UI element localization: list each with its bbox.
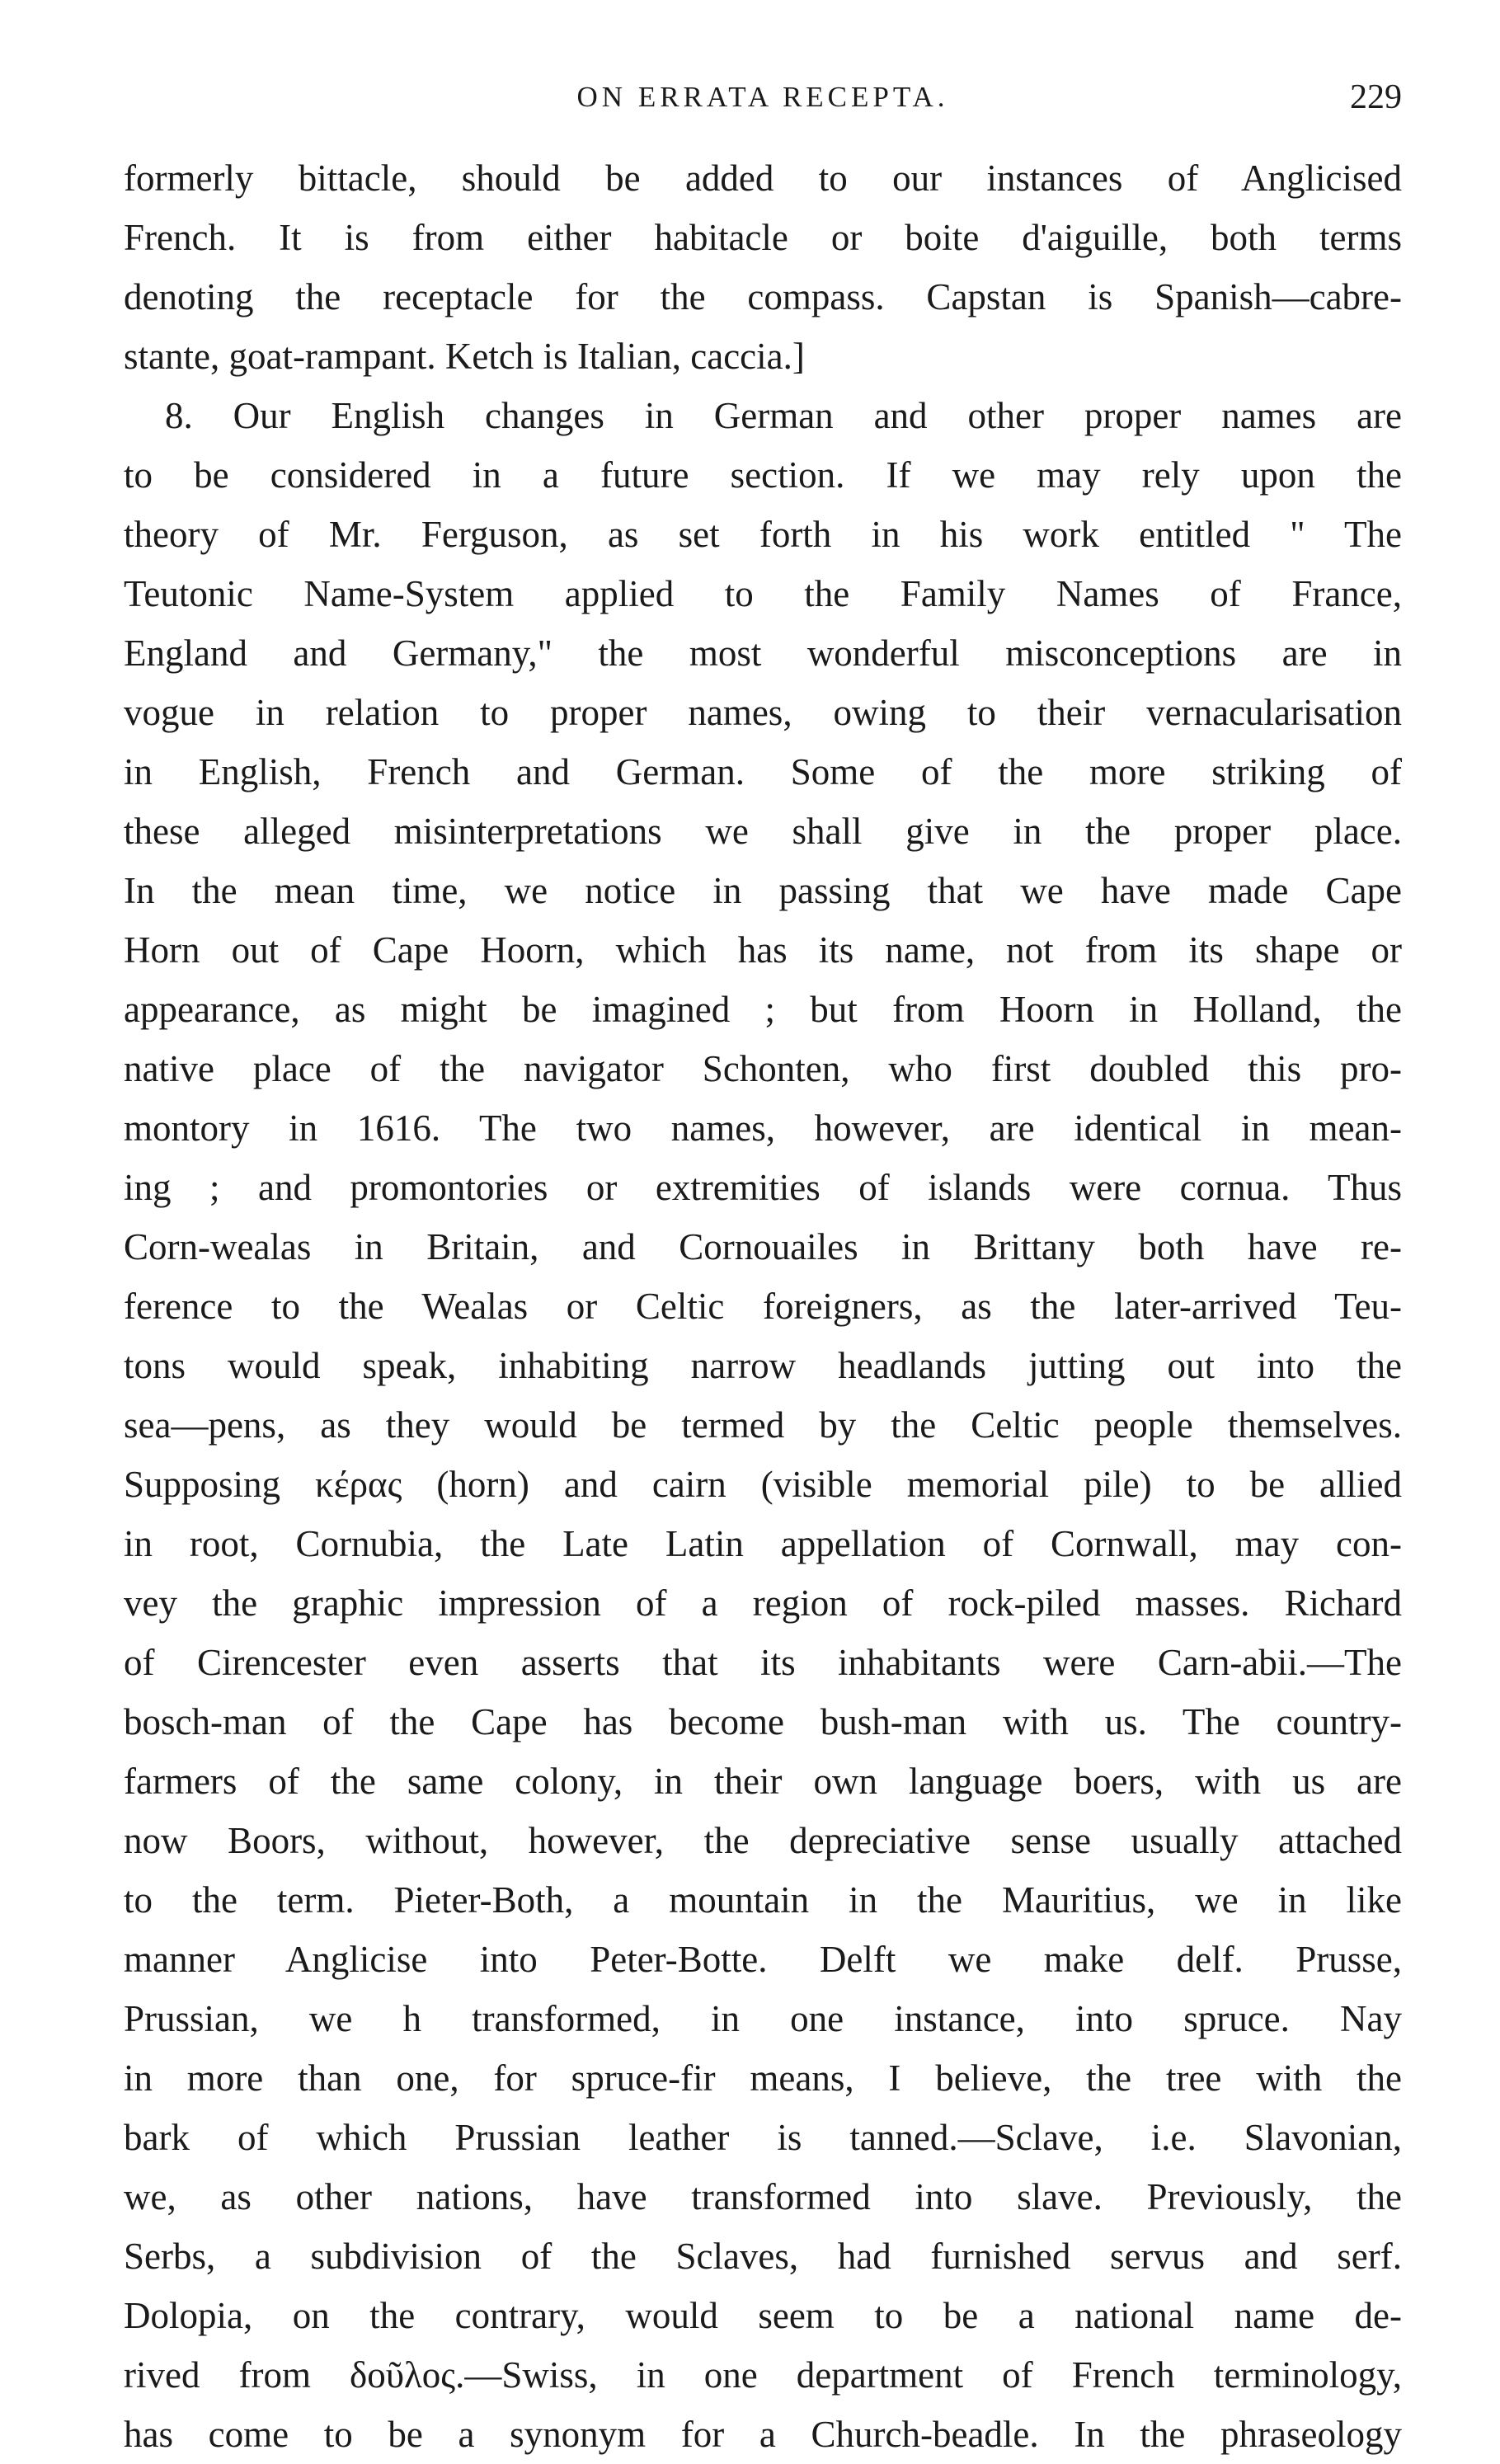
text-line: French. It is from either habitacle or boite d'aiguille, both terms <box>124 217 1402 258</box>
text-line: rived from δοῦλος.—Swiss, in one department of French terminology, <box>124 2354 1402 2396</box>
text-line: Dolopia, on the contrary, would seem to be a national name de- <box>124 2295 1402 2336</box>
text-line: In the mean time, we notice in passing that we have made Cape <box>124 870 1402 911</box>
text-line: Teutonic Name-System applied to the Family Names of France, <box>124 573 1402 614</box>
text-line: appearance, as might be imagined ; but from Hoorn in Holland, the <box>124 989 1402 1030</box>
text-line: we, as other nations, have transformed into slave. Previously, the <box>124 2176 1402 2217</box>
running-head: ON ERRATA RECEPTA. <box>576 81 949 113</box>
text-line: manner Anglicise into Peter-Botte. Delft we make delf. Prusse, <box>124 1939 1402 1980</box>
text-line: Corn-wealas in Britain, and Cornouailes in Brittany both have re- <box>124 1226 1402 1267</box>
text-line: theory of Mr. Ferguson, as set forth in his work entitled " The <box>124 514 1402 555</box>
text-line: Horn out of Cape Hoorn, which has its name, not from its shape or <box>124 929 1402 971</box>
text-line: ing ; and promontories or extremities of islands were cornua. Thus <box>124 1167 1402 1208</box>
text-line: of Cirencester even asserts that its inhabitants were Carn-abii.—The <box>124 1642 1402 1683</box>
text-line: farmers of the same colony, in their own language boers, with us are <box>124 1761 1402 1802</box>
text-line: in English, French and German. Some of the more striking of <box>124 751 1402 792</box>
text-line: these alleged misinterpretations we shall give in the proper place. <box>124 811 1402 852</box>
text-line: now Boors, without, however, the depreciative sense usually attached <box>124 1820 1402 1861</box>
page-number: 229 <box>1350 78 1402 116</box>
text-line: England and Germany," the most wonderful misconceptions are in <box>124 632 1402 674</box>
text-line: vey the graphic impression of a region of rock-piled masses. Richard <box>124 1582 1402 1624</box>
text-line: in more than one, for spruce-fir means, I believe, the tree with the <box>124 2057 1402 2099</box>
text-line: Supposing κέρας (horn) and cairn (visible memorial pile) to be allied <box>124 1464 1402 1505</box>
text-line: in root, Cornubia, the Late Latin appellation of Cornwall, may con- <box>124 1523 1402 1564</box>
text-line: ference to the Wealas or Celtic foreigners, as the later-arrived Teu- <box>124 1286 1402 1327</box>
text-line: formerly bittacle, should be added to our instances of Anglicised <box>124 158 1402 199</box>
text-line: to be considered in a future section. If we may rely upon the <box>124 454 1402 496</box>
body-text <box>124 148 1402 2464</box>
text-line: tons would speak, inhabiting narrow headlands jutting out into the <box>124 1345 1402 1386</box>
text-line: Serbs, a subdivision of the Sclaves, had furnished servus and serf. <box>124 2236 1402 2277</box>
text-line: has come to be a synonym for a Church-beadle. In the phraseology <box>124 2414 1402 2455</box>
text-line: bark of which Prussian leather is tanned.—Sclave, i.e. Slavonian, <box>124 2117 1402 2158</box>
text-line: montory in 1616. The two names, however, are identical in mean- <box>124 1107 1402 1149</box>
text-line: stante, goat-rampant. Ketch is Italian, caccia.] <box>124 336 805 377</box>
text-line: 8. Our English changes in German and other proper names are <box>165 395 1402 436</box>
page-header <box>124 73 1402 122</box>
text-line: vogue in relation to proper names, owing to their vernacularisation <box>124 692 1402 733</box>
text-line: sea—pens, as they would be termed by the Celtic people themselves. <box>124 1404 1402 1446</box>
text-line: native place of the navigator Schonten, who first doubled this pro- <box>124 1048 1402 1089</box>
text-line: bosch-man of the Cape has become bush-man with us. The country- <box>124 1701 1402 1742</box>
text-line: denoting the receptacle for the compass. Capstan is Spanish—cabre- <box>124 276 1402 317</box>
text-line: to the term. Pieter-Both, a mountain in the Mauritius, we in like <box>124 1879 1402 1921</box>
text-line: Prussian, we h transformed, in one instance, into spruce. Nay <box>124 1998 1402 2039</box>
